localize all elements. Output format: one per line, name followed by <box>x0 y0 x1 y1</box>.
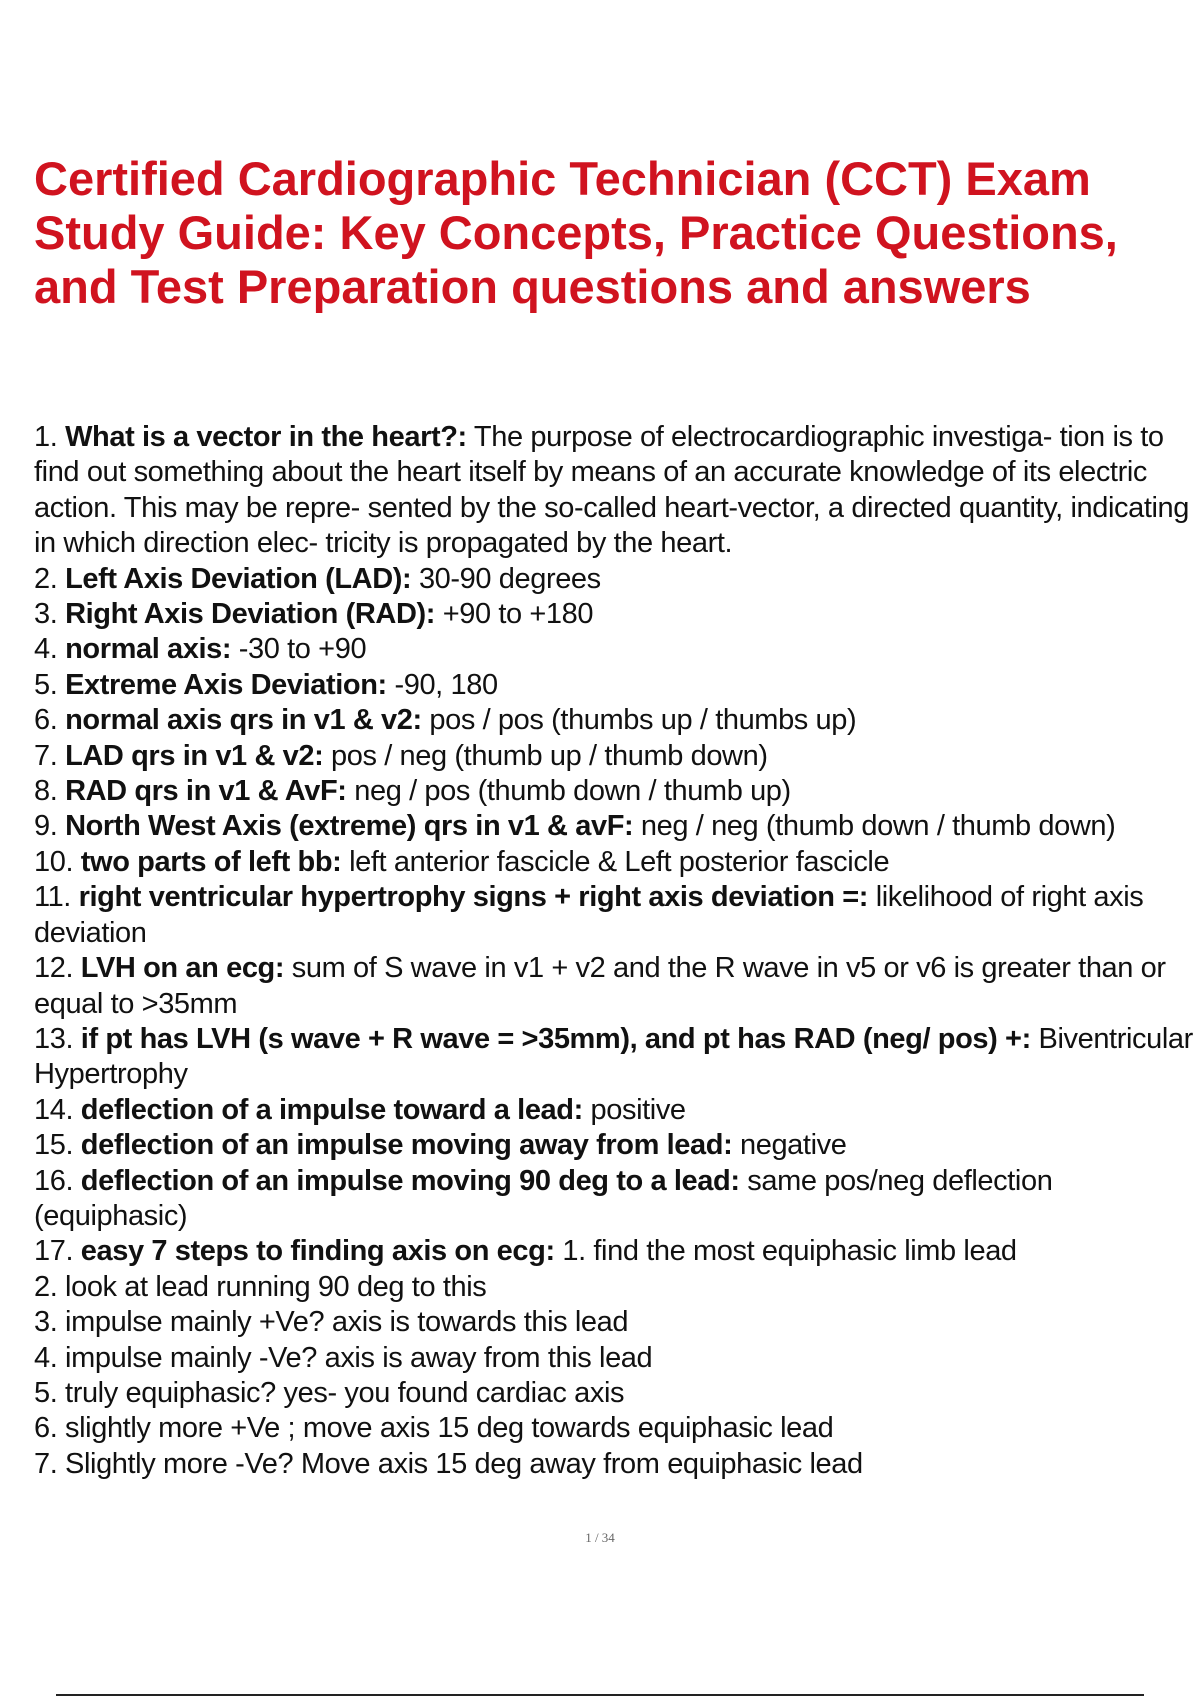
axis-step: 2. look at lead running 90 deg to this <box>34 1270 487 1303</box>
qa-item <box>34 420 1200 562</box>
answer: 1. find the most equiphasic limb lead <box>554 1235 1017 1268</box>
item-number: 13. <box>34 1022 74 1055</box>
question: deflection of an impulse moving away from lead: <box>80 1129 733 1162</box>
qa-item <box>34 668 1200 703</box>
question: LAD qrs in v1 & v2: <box>65 739 324 772</box>
item-number: 16. <box>34 1164 74 1197</box>
qa-item <box>34 845 1200 880</box>
answer: Biventricular Hypertrophy <box>34 1022 1193 1091</box>
question: Left Axis Deviation (LAD): <box>65 562 412 595</box>
question: Extreme Axis Deviation: <box>65 668 387 701</box>
question: if pt has LVH (s wave + R wave = >35mm), and pt has RAD (neg/ pos) +: <box>80 1022 1031 1055</box>
qa-item <box>34 632 1200 667</box>
title-line-2: Study Guide: Key Concepts, Practice Questions, <box>34 206 1118 259</box>
axis-step: 5. truly equiphasic? yes- you found cardiac axis <box>34 1376 625 1409</box>
question: RAD qrs in v1 & AvF: <box>65 775 347 808</box>
axis-step: 3. impulse mainly +Ve? axis is towards this lead <box>34 1306 629 1339</box>
item-number: 12. <box>34 952 74 985</box>
title-line-1: Certified Cardiographic Technician (CCT) Exam <box>34 152 1091 205</box>
question: deflection of a impulse toward a lead: <box>80 1093 583 1126</box>
question: normal axis qrs in v1 & v2: <box>65 704 422 737</box>
item-number: 14. <box>34 1093 74 1126</box>
question: deflection of an impulse moving 90 deg to a lead: <box>80 1164 740 1197</box>
item-number: 10. <box>34 845 74 878</box>
question: easy 7 steps to finding axis on ecg: <box>80 1235 555 1268</box>
bottom-divider <box>56 1694 1144 1696</box>
qa-item <box>34 597 1200 632</box>
answer: same pos/neg deflection (equiphasic) <box>34 1164 1053 1232</box>
axis-step: 6. slightly more +Ve ; move axis 15 deg towards equiphasic lead <box>34 1412 834 1445</box>
item-number: 3. <box>34 598 58 631</box>
qa-item <box>34 1128 1200 1163</box>
qa-item <box>34 1022 1200 1093</box>
document-title <box>34 152 1174 314</box>
item-number: 4. <box>34 633 58 666</box>
item-number: 2. <box>34 562 58 595</box>
item-number: 8. <box>34 775 58 808</box>
qa-item <box>34 1093 1200 1128</box>
answer: The purpose of electrocardiographic investiga- tion is to find out something about the heart itself by means of an accurate knowledge of its electric action. This may be repre- sented by the so-called heart-vector, a directed quantity, indicating in which direction elec- tricity is propagated by the heart. <box>34 421 1190 560</box>
answer: negative <box>732 1129 847 1162</box>
title-line-3: and Test Preparation questions and answers <box>34 260 1031 313</box>
answer: left anterior fascicle & Left posterior fascicle <box>341 845 890 878</box>
question: North West Axis (extreme) qrs in v1 & avF: <box>65 810 634 843</box>
answer: +90 to +180 <box>435 598 594 631</box>
question: right ventricular hypertrophy signs + right axis deviation =: <box>78 881 869 914</box>
item-number: 17. <box>34 1235 74 1268</box>
qa-item <box>34 774 1200 809</box>
answer: sum of S wave in v1 + v2 and the R wave in v5 or v6 is greater than or equal to >35mm <box>34 952 1166 1020</box>
answer: neg / neg (thumb down / thumb down) <box>633 810 1116 843</box>
question: two parts of left bb: <box>80 845 342 878</box>
qa-item <box>34 703 1200 738</box>
question: Right Axis Deviation (RAD): <box>65 598 436 631</box>
answer: -90, 180 <box>386 668 498 701</box>
item-number: 15. <box>34 1129 74 1162</box>
qa-item <box>34 1164 1200 1235</box>
qa-item <box>34 562 1200 597</box>
answer: pos / pos (thumbs up / thumbs up) <box>421 704 857 737</box>
item-number: 1. <box>34 421 58 453</box>
item-number: 5. <box>34 668 58 701</box>
answer: -30 to +90 <box>231 633 367 666</box>
answer: 30-90 degrees <box>411 562 601 595</box>
qa-item <box>34 809 1200 844</box>
qa-item <box>34 1234 1200 1482</box>
question: normal axis: <box>65 633 232 666</box>
answer: pos / neg (thumb up / thumb down) <box>323 739 768 772</box>
qa-item <box>34 880 1200 951</box>
item-number: 9. <box>34 810 58 843</box>
page-number: 1 / 34 <box>585 1530 615 1545</box>
qa-item <box>34 739 1200 774</box>
qa-item <box>34 951 1200 1022</box>
question: LVH on an ecg: <box>80 952 285 985</box>
item-number: 6. <box>34 704 58 737</box>
axis-step: 7. Slightly more -Ve? Move axis 15 deg away from equiphasic lead <box>34 1447 863 1480</box>
item-number: 11. <box>34 881 71 914</box>
answer: positive <box>582 1093 686 1126</box>
question: What is a vector in the heart?: <box>65 421 467 453</box>
axis-step: 4. impulse mainly -Ve? axis is away from this lead <box>34 1341 653 1374</box>
item-number: 7. <box>34 739 58 772</box>
answer: likelihood of right axis deviation <box>34 881 1144 949</box>
answer: neg / pos (thumb down / thumb up) <box>346 775 791 808</box>
qa-list <box>34 420 1200 1482</box>
